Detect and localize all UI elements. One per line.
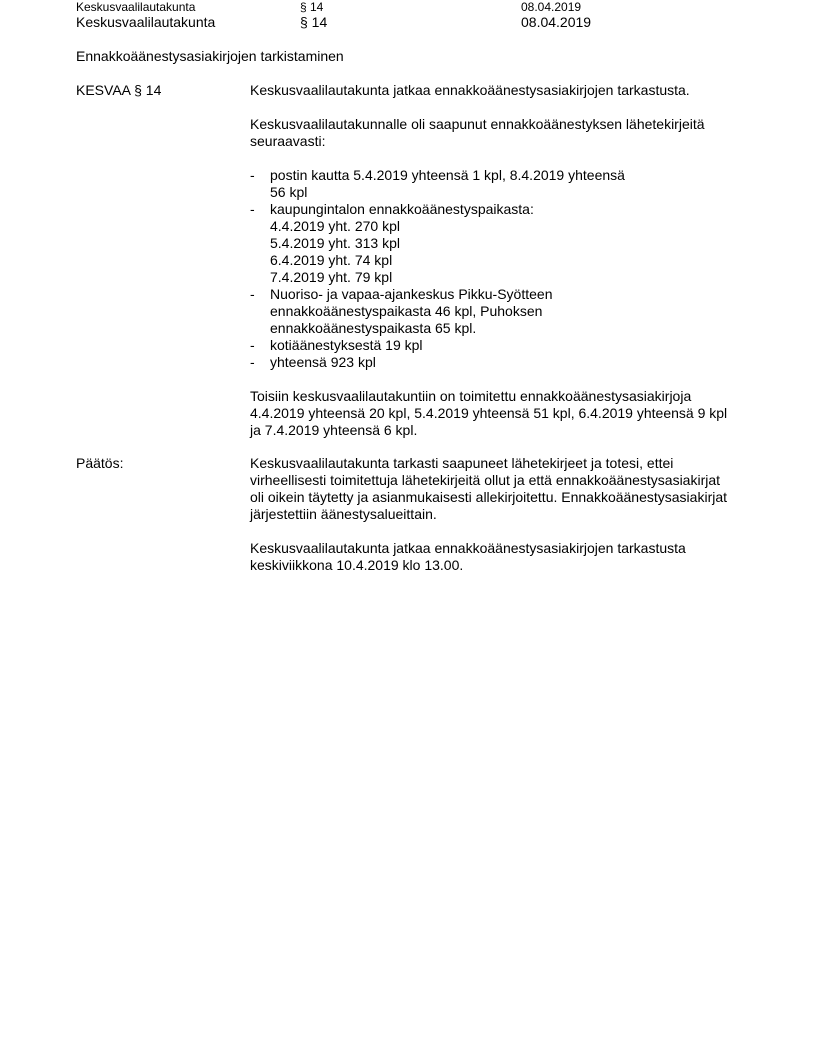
decision-label: Päätös: (76, 455, 124, 471)
intro-paragraph: Keskusvaalilautakunta jatkaa ennakkoäänestysasiakirjojen tarkastusta. (250, 82, 690, 98)
header-section: § 14 (300, 14, 328, 30)
list-item-line: ennakkoäänestyspaikasta 46 kpl, Puhoksen (270, 303, 543, 319)
letter-count-list (250, 167, 732, 371)
list-item-line: yhteensä 923 kpl (270, 354, 376, 370)
header-section: § 14 (300, 0, 324, 14)
header-committee: Keskusvaalilautakunta (76, 14, 216, 30)
section-label: KESVAA § 14 (76, 82, 162, 98)
followup-paragraph: Keskusvaalilautakunta jatkaa ennakkoäänestysasiakirjojen tarkastusta keskiviikkona 10.4.2019 klo 13.00. (250, 540, 686, 573)
list-dash: - (250, 337, 255, 353)
header-date: 08.04.2019 (521, 0, 582, 14)
closing-paragraph: Toisiin keskusvaalilautakuntiin on toimitettu ennakkoäänestysasiakirjoja 4.4.2019 yhteensä 20 kpl, 5.4.2019 yhteensä 51 kpl, 6.4.2019 yhteensä 9 kpl ja 7.4.2019 yhteensä 6 kpl. (250, 388, 728, 438)
list-dash: - (250, 201, 255, 217)
lead-paragraph: Keskusvaalilautakunnalle oli saapunut ennakkoäänestyksen lähetekirjeitä seuraavasti: (250, 116, 705, 149)
list-item-line: Nuoriso- ja vapaa-ajankeskus Pikku-Syötteen (270, 286, 553, 302)
list-item-line: 6.4.2019 yht. 74 kpl (270, 252, 393, 268)
list-item (250, 354, 732, 371)
list-item-line: postin kautta 5.4.2019 yhteensä 1 kpl, 8.4.2019 yhteensä (270, 167, 625, 183)
decision-body (250, 455, 732, 574)
header-date: 08.04.2019 (521, 14, 592, 30)
list-item (250, 167, 732, 201)
section-body (250, 82, 732, 439)
list-item (250, 286, 732, 337)
list-item-line: 56 kpl (270, 184, 308, 200)
list-dash: - (250, 286, 255, 302)
list-item-line: 5.4.2019 yht. 313 kpl (270, 235, 400, 251)
list-item (250, 337, 732, 354)
decision-paragraph: Keskusvaalilautakunta tarkasti saapuneet lähetekirjeet ja totesi, ettei virheellisesti toimitettuja lähetekirjeitä ollut ja että ennakkoäänestysasiakirjat oli oikein täytetty ja asianmukaisesti allekirjoitettu. Ennakkoäänestysasiakirjat järjestettiin äänestysalueittain. (250, 455, 728, 522)
list-dash: - (250, 167, 255, 183)
list-item-line: kotiäänestyksestä 19 kpl (270, 337, 423, 353)
list-item (250, 201, 732, 286)
document-title: Ennakkoäänestysasiakirjojen tarkistaminen (76, 48, 344, 64)
list-dash: - (250, 354, 255, 370)
list-item-line: ennakkoäänestyspaikasta 65 kpl. (270, 320, 477, 336)
list-item-line: 7.4.2019 yht. 79 kpl (270, 269, 393, 285)
header-committee: Keskusvaalilautakunta (76, 0, 196, 14)
list-item-line: kaupungintalon ennakkoäänestyspaikasta: (270, 201, 534, 217)
list-item-line: 4.4.2019 yht. 270 kpl (270, 218, 400, 234)
